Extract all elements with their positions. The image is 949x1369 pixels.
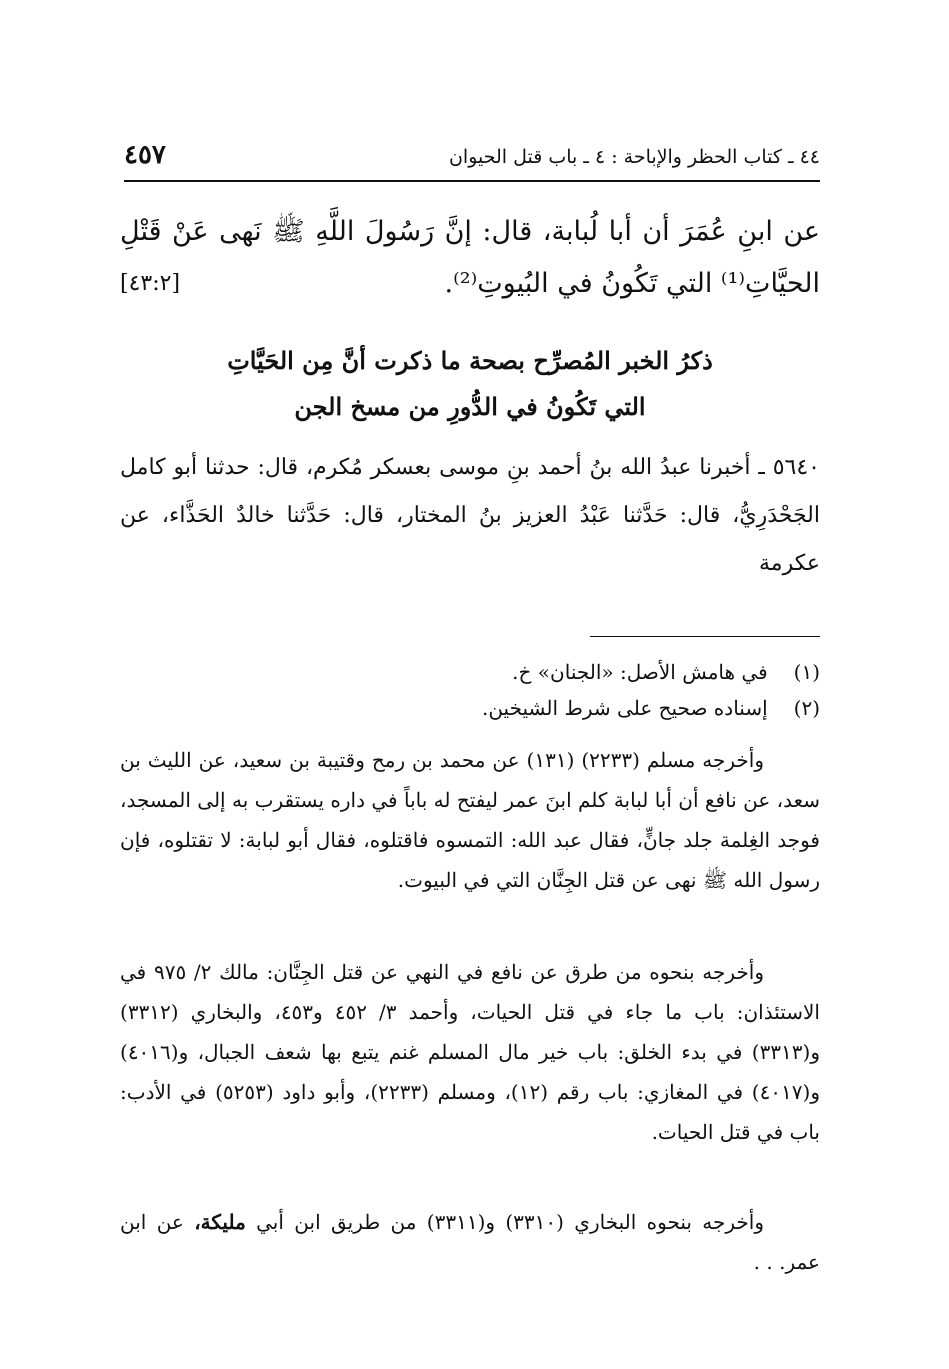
page-number: ٤٥٧ (124, 140, 166, 170)
footnote-text: إسناده صحيح على شرط الشيخين. (481, 696, 768, 720)
hadith-reference: [٤٣:٢] (120, 271, 181, 296)
footnote-rule (590, 636, 820, 637)
previous-hadith (120, 206, 820, 310)
note-paragraph-3-start: وأخرجه بنحوه البخاري (٣٣١٠) و(٣٣١١) من طريق ابن أبي (256, 1210, 764, 1234)
note-paragraph-3-bold: مليكة، (194, 1210, 246, 1234)
note-paragraph-2-text: وأخرجه بنحوه من طرق عن نافع في النهي عن قتل الجِنَّان: مالك ٢/ ٩٧٥ في الاستئذان: باب ما جاء في قتل الحيات، وأحمد ٣/ ٤٥٢ و٤٥٣، والبخاري (٣٣١٢) و(٣٣١٣) في بدء الخلق: باب خير مال المسلم غنم يتبع بها شعف الجبال، و(٤٠١٦) و(٤٠١٧) في المغازي: باب رقم (١٢)، ومسلم (٢٢٣٣)، وأبو داود (٥٢٥٣) في الأدب: باب في قتل الحيات. (120, 960, 820, 1144)
previous-hadith-text: عن ابنِ عُمَرَ أن أبا لُبابة، قال: إنَّ رَسُولَ اللَّهِ ﷺ نَهى عَنْ قَتْلِ الحيَّاتِ⁽¹⁾ التي تَكُونُ في البُيوتِ⁽²⁾. (120, 216, 820, 299)
footnote-number: (١) (793, 660, 820, 684)
chapter-heading (120, 338, 820, 430)
footnote-item (120, 654, 820, 690)
note-paragraph-1-text: وأخرجه مسلم (٢٢٣٣) (١٣١) عن محمد بن رمح وقتيبة بن سعيد، عن الليث بن سعد، عن نافع أن أبا لبابة كلم ابنَ عمر ليفتح له باباً في داره يستقرب به إلى المسجد، فوجد الغِلمة جلد جانٍّ، فقال عبد الله: التمسوه فاقتلوه، فقال أبو لبابة: لا تقتلوه، فإن رسول الله ﷺ نهى عن قتل الجِنَّان التي في البيوت. (120, 748, 820, 892)
chapter-heading-line-1: ذكرُ الخبر المُصرِّح بصحة ما ذكرت أنَّ مِن الحَيَّاتِ (227, 346, 713, 375)
running-title: ٤٤ ـ كتاب الحظر والإباحة : ٤ ـ باب قتل الحيوان (448, 146, 820, 168)
note-paragraph-3 (120, 1202, 820, 1282)
footnote-text: في هامش الأصل: «الجنان» خ. (512, 660, 768, 684)
page-header (124, 140, 820, 176)
main-hadith-text: ٥٦٤٠ ـ أخبرنا عبدُ الله بنُ أحمد بنِ موسى بعسكر مُكرم، قال: حدثنا أبو كامل الجَحْدَرِيُّ، قال: حَدَّثنا عَبْدُ العزيز بنُ المختار، قال: حَدَّثنا خالدٌ الحَذَّاء، عن عكرمة (120, 455, 820, 576)
note-paragraph-1 (120, 740, 820, 900)
footnote-number: (٢) (793, 696, 820, 720)
main-hadith (120, 444, 820, 588)
footnotes (120, 654, 820, 726)
header-rule (124, 180, 820, 182)
chapter-heading-line-2: التي تَكُونُ في الدُّورِ من مسخ الجن (294, 392, 646, 421)
footnote-item (120, 690, 820, 726)
note-paragraph-3-end: عن ابن عمر. . . (120, 1210, 820, 1274)
note-paragraph-2 (120, 952, 820, 1152)
